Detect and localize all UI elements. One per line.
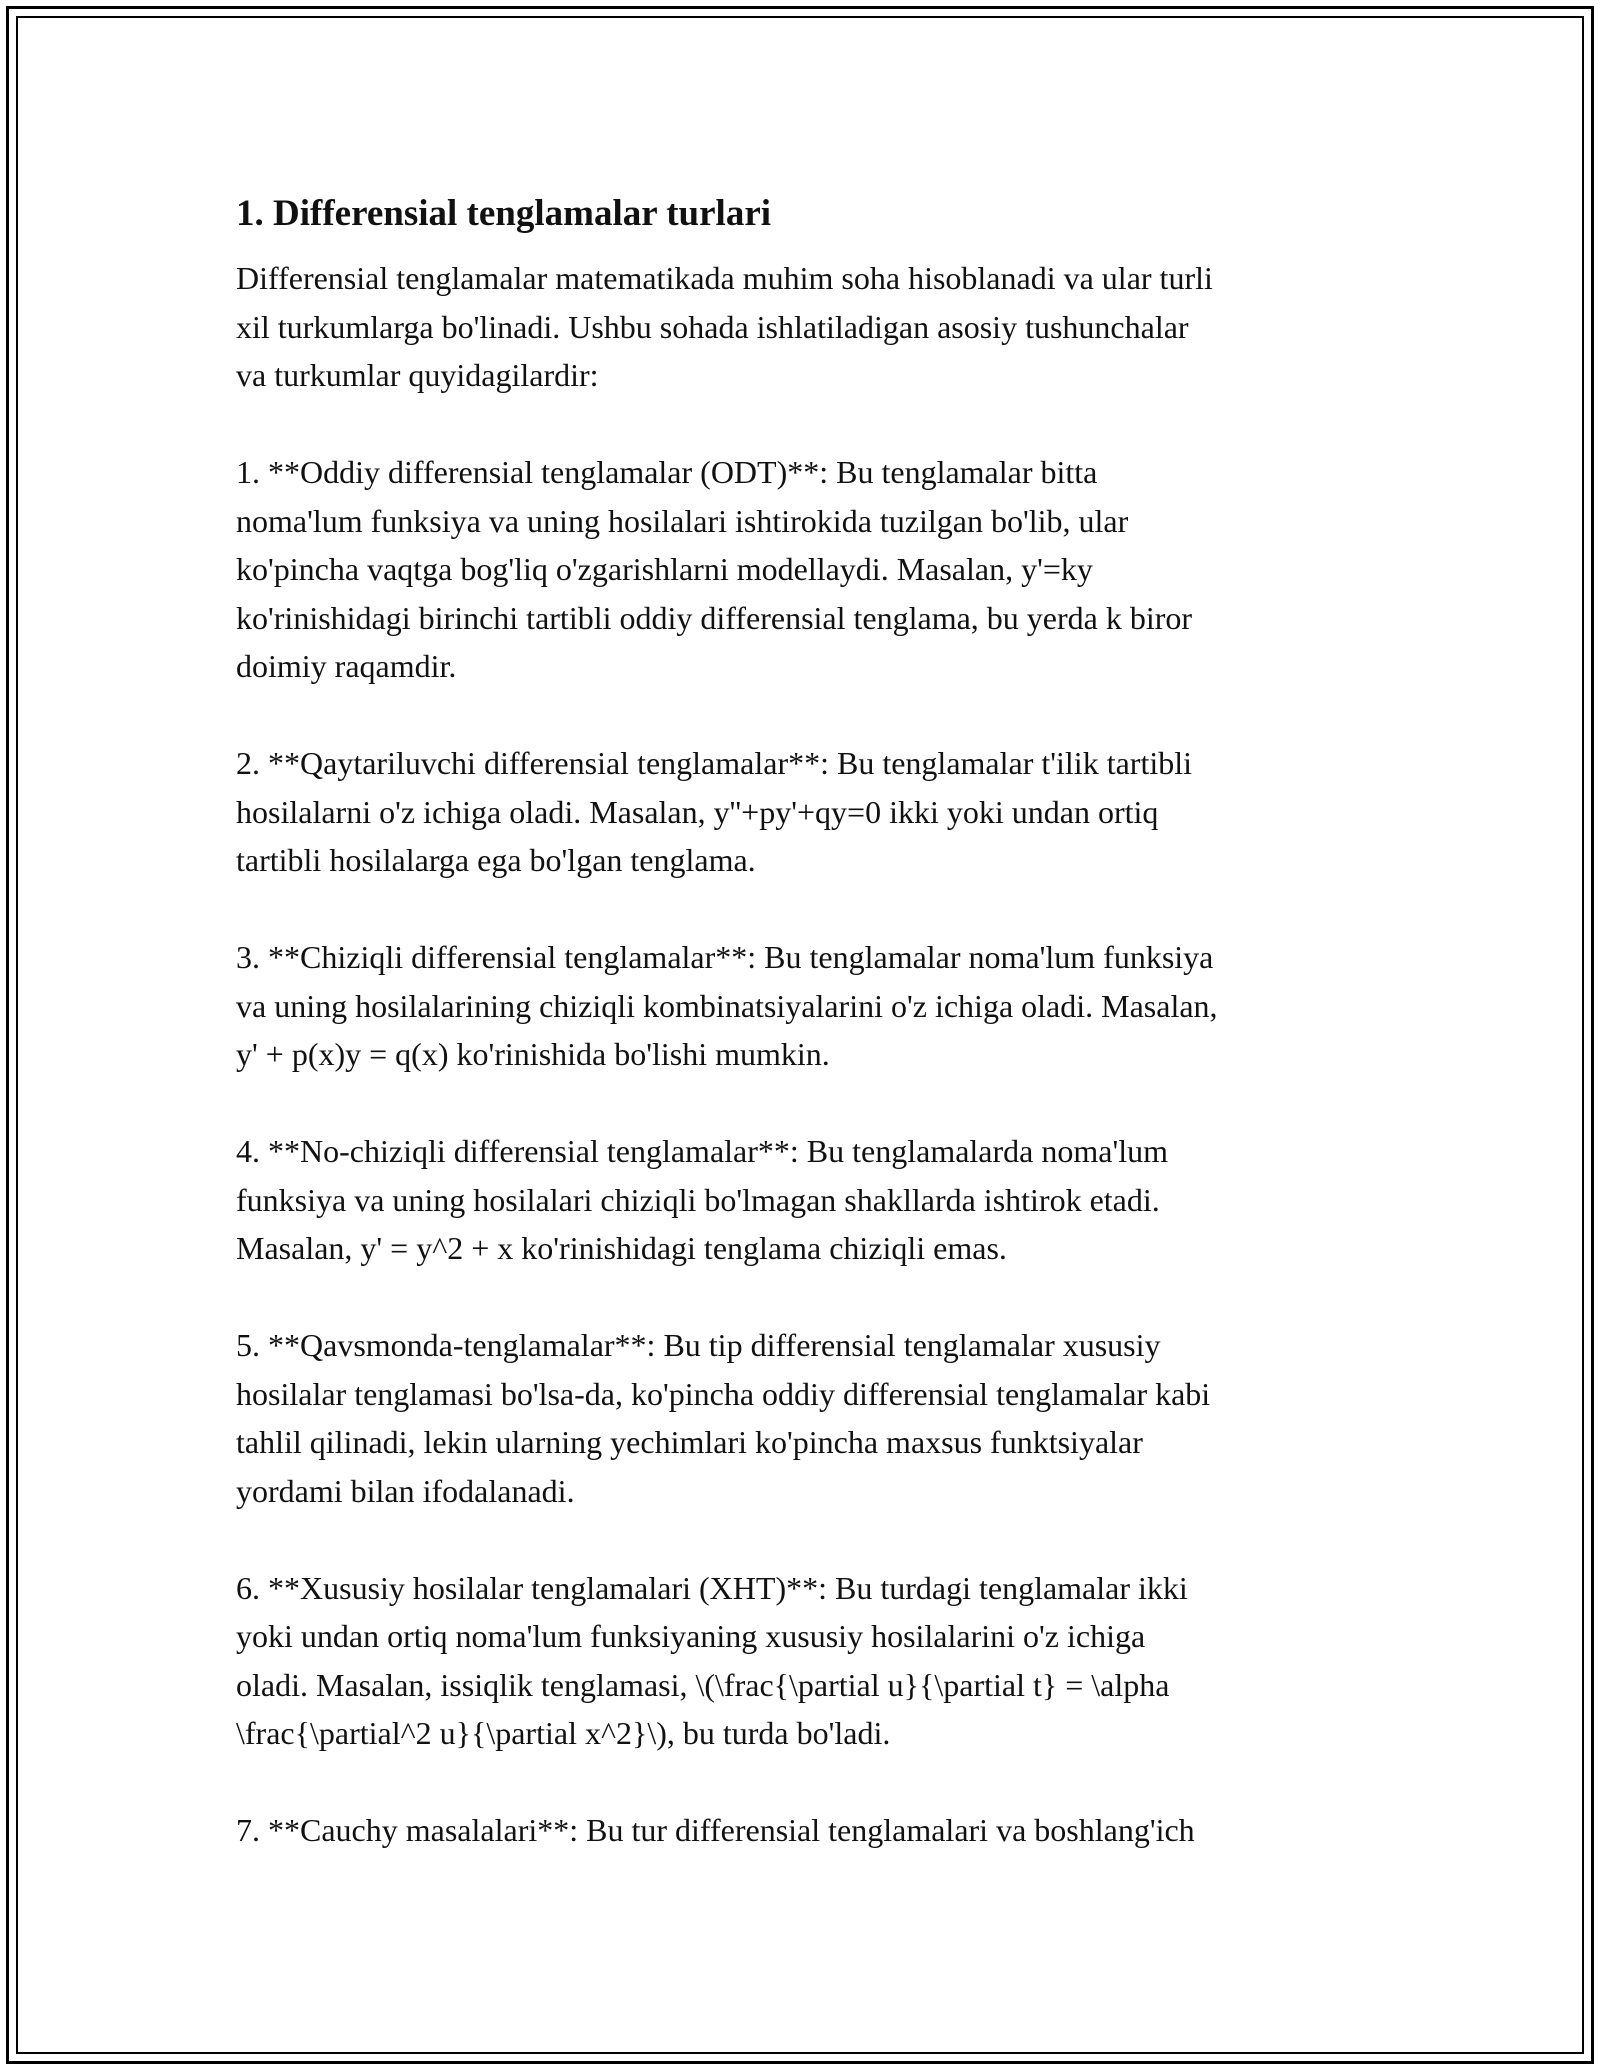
document-body (236, 186, 1376, 1855)
list-item-reducible-de: 2. **Qaytariluvchi differensial tenglamalar**: Bu tenglamalar t'ilik tartibli hosilalarni o'z ichiga oladi. Masalan, y''+py'+qy=0 ikki yoki undan ortiq tartibli hosilalarga ega bo'lgan tenglama. (236, 745, 1192, 878)
list-item-ordinary-de: 1. **Oddiy differensial tenglamalar (ODT)**: Bu tenglamalar bitta noma'lum funksiya va uning hosilalari ishtirokida tuzilgan bo'lib, ular ko'pincha vaqtga bog'liq o'zgarishlarni modellaydi. Masalan, y'=ky ko'rinishidagi birinchi tartibli oddiy differensial tenglama, bu yerda k biror doimiy raqamdir. (236, 454, 1193, 684)
list-item-partial-de: 6. **Xususiy hosilalar tenglamalari (XHT)**: Bu turdagi tenglamalar ikki yoki undan ortiq noma'lum funksiyaning xususiy hosilalarini o'z ichiga oladi. Masalan, issiqlik tenglamasi, \(\frac{\partial u}{\partial t} = \alpha \frac{\partial^2 u}{\partial x^2}\), bu turda bo'ladi. (236, 1569, 1188, 1751)
list-item-linear-de: 3. **Chiziqli differensial tenglamalar**: Bu tenglamalar noma'lum funksiya va uning hosilalarining chiziqli kombinatsiyalarini o'z ichiga oladi. Masalan, y' + p(x)y = q(x) ko'rinishida bo'lishi mumkin. (236, 939, 1218, 1072)
intro-paragraph: Differensial tenglamalar matematikada muhim soha hisoblanadi va ular turli xil turkumlarga bo'linadi. Ushbu sohada ishlatiladigan asosiy tushunchalar va turkumlar quyidagilardir: (236, 260, 1213, 393)
list-item-cauchy-problems: 7. **Cauchy masalalari**: Bu tur differensial tenglamalari va boshlang'ich (236, 1812, 1195, 1848)
list-item-nonlinear-de: 4. **No-chiziqli differensial tenglamalar**: Bu tenglamalarda noma'lum funksiya va uning hosilalari chiziqli bo'lmagan shakllarda ishtirok etadi. Masalan, y' = y^2 + x ko'rinishidagi tenglama chiziqli emas. (236, 1133, 1168, 1266)
list-item-qavsmonda-equations: 5. **Qavsmonda-tenglamalar**: Bu tip differensial tenglamalar xususiy hosilalar tenglamasi bo'lsa-da, ko'pincha oddiy differensial tenglamalar kabi tahlil qilinadi, lekin ularning yechimlari ko'pincha maxsus funktsiyalar yordami bilan ifodalanadi. (236, 1327, 1211, 1509)
section-heading: 1. Differensial tenglamalar turlari (236, 193, 772, 234)
